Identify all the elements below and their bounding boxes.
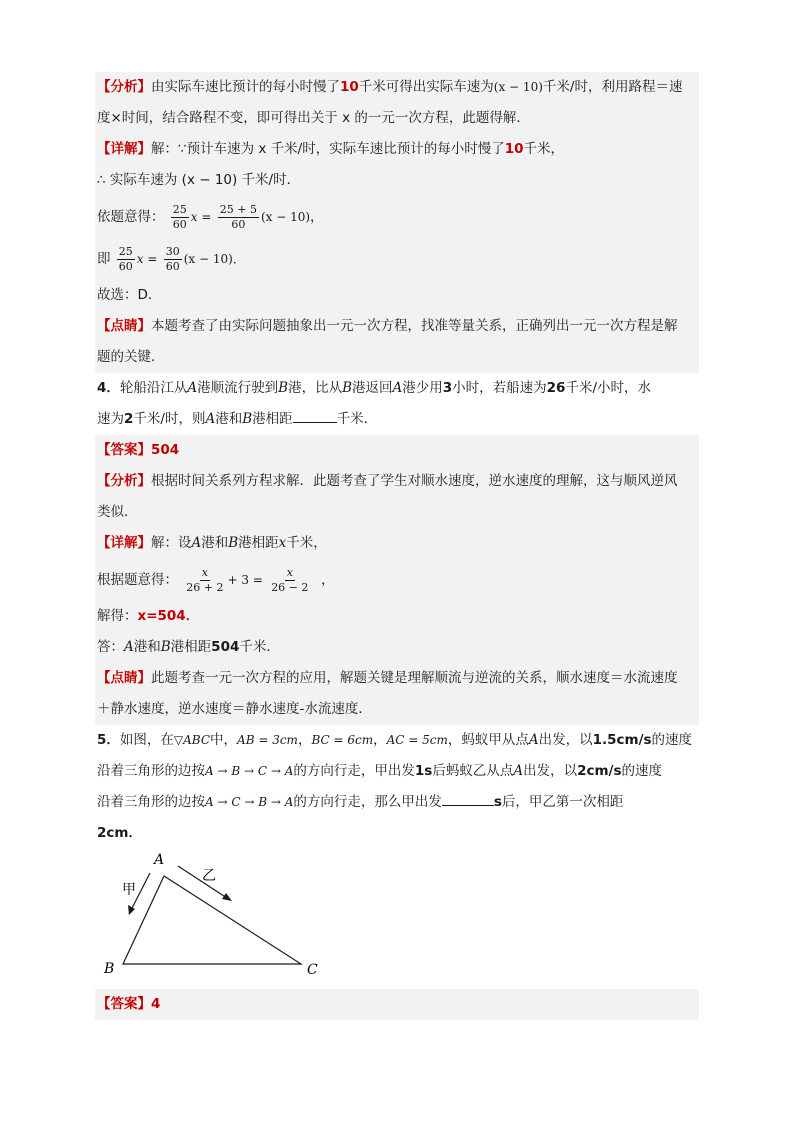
question-4-line-2: 速为2千米/时，则A港和B港相距 千米．	[97, 411, 378, 427]
comment-line-1: 【点睛】本题考查了由实际问题抽象出一元一次方程，找准等量关系，正确列出一元一次方程是解	[95, 311, 699, 342]
comment-line-2: 题的关键．	[95, 342, 699, 373]
label-yi: 乙	[202, 868, 216, 884]
comment-line-1: 【点睛】此题考查一元一次方程的应用，解题关键是理解顺流与逆流的关系，顺水速度＝水流速度	[95, 663, 699, 694]
answer-blank	[293, 410, 337, 423]
document-page	[95, 72, 699, 1020]
analysis-line-1: 【分析】由实际车速比预计的每小时慢了10千米可得出实际车速为(x − 10)千米/时，利用路程＝速	[95, 72, 699, 103]
answer-tag: 【答案】	[97, 442, 151, 458]
label-c: C	[307, 962, 318, 978]
fraction: $\frac{25}{60}$	[172, 202, 187, 231]
solve-line: 解得：x=504．	[95, 601, 699, 632]
fraction: $\frac{25}{60}$	[118, 244, 133, 273]
triangle-figure	[95, 849, 699, 989]
choice-line: 故选：D．	[95, 280, 699, 311]
simplified-equation-line: 即 $\frac{25}{60}$ x = $\frac{30}{60}$ (x − 10)．	[95, 238, 699, 280]
answer-blank	[442, 793, 494, 806]
analysis-line-2: 度×时间，结合路程不变，即可得出关于 x 的一元一次方程，此题得解．	[95, 103, 699, 134]
analysis-tag: 【分析】	[97, 473, 151, 489]
therefore-line: ∴ 实际车速为 (x − 10) 千米/时．	[95, 165, 699, 196]
question-5-line-4: 2cm．	[97, 825, 142, 841]
equation-line: 依题意得： $\frac{25}{60}$ x = $\frac{25 + 5}{60}$ (x − 10)，	[95, 196, 699, 238]
reply-line: 答：A港和B港相距504千米．	[95, 632, 699, 663]
fraction: $\frac{30}{60}$	[165, 244, 180, 273]
analysis-line-1: 【分析】根据时间关系列方程求解．此题考查了学生对顺水速度，逆水速度的理解，这与顺风逆风	[95, 466, 699, 497]
question-5-line-1: 5．如图，在▽ABC中，AB = 3cm，BC = 6cm，AC = 5cm，蚂蚁甲从点A出发，以1.5cm/s的速度	[97, 732, 693, 748]
answer-line: 【答案】4	[95, 989, 699, 1020]
equation-line: 根据题意得： $\frac{x}{26 + 2}$ + 3 = $\frac{x}{26 - 2}$ ，	[95, 559, 699, 601]
fraction: $\frac{x}{26 + 2}$	[186, 565, 224, 594]
fraction: $\frac{25 + 5}{60}$	[219, 202, 257, 231]
label-a: A	[154, 852, 165, 868]
arrow-yi-head	[222, 893, 232, 901]
answer-line: 【答案】504	[95, 435, 699, 466]
label-jia: 甲	[122, 882, 136, 898]
detail-tag: 【详解】	[97, 535, 151, 551]
detail-line: 【详解】解：设A港和B港相距x千米，	[95, 528, 699, 559]
triangle-diagram	[95, 849, 699, 989]
triangle-abc	[123, 876, 301, 964]
fraction: $\frac{x}{26 - 2}$	[271, 565, 309, 594]
comment-tag: 【点睛】	[97, 670, 151, 686]
analysis-tag: 【分析】	[97, 79, 151, 95]
answer-tag: 【答案】	[97, 996, 151, 1012]
comment-line-2: ＋静水速度，逆水速度＝静水速度-水流速度．	[95, 694, 699, 725]
detail-line-1: 【详解】解：∵预计车速为 x 千米/时，实际车速比预计的每小时慢了10千米，	[95, 134, 699, 165]
label-b: B	[104, 961, 115, 977]
question-5-line-3: 沿着三角形的边按A → C → B → A的方向行走，那么甲出发 s后，甲乙第一次相距	[97, 794, 624, 810]
question-4-line-1: 4．轮船沿江从A港顺流行驶到B港，比从B港返回A港少用3小时，若船速为26千米/小时，水	[97, 380, 652, 396]
detail-tag: 【详解】	[97, 141, 151, 157]
arrow-jia-head	[128, 905, 135, 915]
analysis-line-2: 类似．	[95, 497, 699, 528]
comment-tag: 【点睛】	[97, 318, 151, 334]
question-5-line-2: 沿着三角形的边按A → B → C → A的方向行走，甲出发1s后蚂蚁乙从点A出发，以2cm/s的速度	[97, 763, 663, 779]
